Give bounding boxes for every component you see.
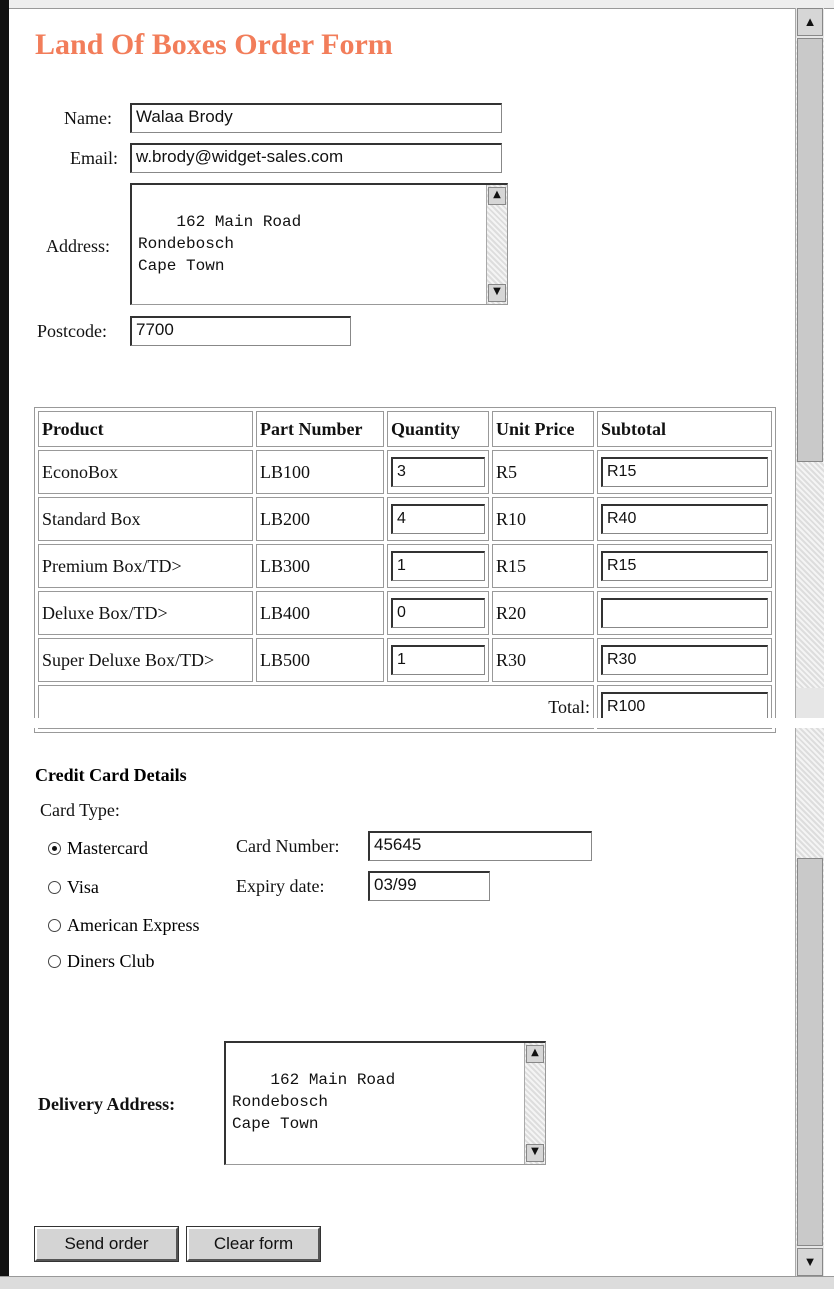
address-label: Address: [46,236,110,256]
scrollbar-track[interactable] [796,38,824,688]
scroll-up-arrow-icon[interactable]: ▲ [797,8,823,36]
radio-label: Mastercard [67,838,148,858]
radio-label: Visa [67,877,99,897]
radio-checked-icon[interactable] [48,842,61,855]
window-bottom-border [0,1276,834,1289]
subtotal-field[interactable]: R30 [601,645,768,675]
header-quantity: Quantity [387,411,489,447]
quantity-input[interactable]: 3 [391,457,485,487]
product-cell: Deluxe Box/TD> [38,591,253,635]
textarea-scroll-up-icon[interactable]: ▲ [488,187,506,205]
header-unit-price: Unit Price [492,411,594,447]
address-textarea[interactable] [130,183,508,305]
address-scrollbar[interactable] [486,185,507,304]
price-cell: R20 [492,591,594,635]
quantity-input[interactable]: 4 [391,504,485,534]
price-cell: R30 [492,638,594,682]
window-top-border [9,0,834,9]
radio-diners-club[interactable] [48,951,155,972]
credit-card-heading: Credit Card Details [35,765,187,785]
address-text: 162 Main Road Rondebosch Cape Town [138,213,302,275]
send-order-button[interactable]: Send order [35,1227,178,1261]
table-row [38,544,772,588]
email-label: Email: [70,148,118,168]
subtotal-field[interactable]: R40 [601,504,768,534]
page-scrollbar-bottom[interactable] [795,728,824,1276]
scrollbar-thumb[interactable] [797,858,823,1246]
table-row [38,497,772,541]
subtotal-field[interactable] [601,598,768,628]
textarea-scroll-down-icon[interactable]: ▼ [488,284,506,302]
radio-american-express[interactable] [48,915,199,936]
part-cell: LB200 [256,497,384,541]
page-title: Land Of Boxes Order Form [35,28,393,61]
delivery-address-textarea[interactable] [224,1041,546,1165]
subtotal-field[interactable]: R15 [601,457,768,487]
header-subtotal: Subtotal [597,411,772,447]
radio-unchecked-icon[interactable] [48,955,61,968]
delivery-scrollbar[interactable] [524,1043,545,1164]
scrollbar-track[interactable] [796,728,824,1246]
window-left-border [0,0,9,1288]
delivery-address-text: 162 Main Road Rondebosch Cape Town [232,1071,396,1133]
table-row [38,591,772,635]
clear-form-button[interactable]: Clear form [187,1227,320,1261]
order-table [34,407,776,733]
price-cell: R10 [492,497,594,541]
part-cell: LB400 [256,591,384,635]
header-part-number: Part Number [256,411,384,447]
price-cell: R15 [492,544,594,588]
card-type-label: Card Type: [40,800,120,820]
radio-visa[interactable] [48,877,99,898]
radio-unchecked-icon[interactable] [48,919,61,932]
quantity-input[interactable]: 1 [391,551,485,581]
postcode-input[interactable]: 7700 [130,316,351,346]
product-cell: EconoBox [38,450,253,494]
frame-split [9,718,834,728]
product-cell: Super Deluxe Box/TD> [38,638,253,682]
expiry-label: Expiry date: [236,876,325,896]
textarea-scroll-down-icon[interactable]: ▼ [526,1144,544,1162]
table-row [38,450,772,494]
name-label: Name: [64,108,112,128]
scrollbar-thumb[interactable] [797,38,823,462]
total-field[interactable]: R100 [601,692,768,722]
card-number-input[interactable]: 45645 [368,831,592,861]
product-cell: Standard Box [38,497,253,541]
radio-mastercard[interactable] [48,838,148,859]
total-label: Total: [38,685,594,729]
expiry-input[interactable]: 03/99 [368,871,490,901]
part-cell: LB100 [256,450,384,494]
textarea-scroll-up-icon[interactable]: ▲ [526,1045,544,1063]
email-input[interactable]: w.brody@widget-sales.com [130,143,502,173]
part-cell: LB300 [256,544,384,588]
radio-label: American Express [67,915,200,935]
radio-label: Diners Club [67,951,155,971]
delivery-address-label: Delivery Address: [38,1094,176,1114]
quantity-input[interactable]: 0 [391,598,485,628]
page-scrollbar-top[interactable] [795,8,824,718]
price-cell: R5 [492,450,594,494]
part-cell: LB500 [256,638,384,682]
scroll-down-arrow-icon[interactable]: ▼ [797,1248,823,1276]
subtotal-field[interactable]: R15 [601,551,768,581]
postcode-label: Postcode: [37,321,107,341]
product-cell: Premium Box/TD> [38,544,253,588]
card-number-label: Card Number: [236,836,340,856]
header-product: Product [38,411,253,447]
table-row [38,638,772,682]
quantity-input[interactable]: 1 [391,645,485,675]
table-header-row [38,411,772,447]
name-input[interactable]: Walaa Brody [130,103,502,133]
radio-unchecked-icon[interactable] [48,881,61,894]
